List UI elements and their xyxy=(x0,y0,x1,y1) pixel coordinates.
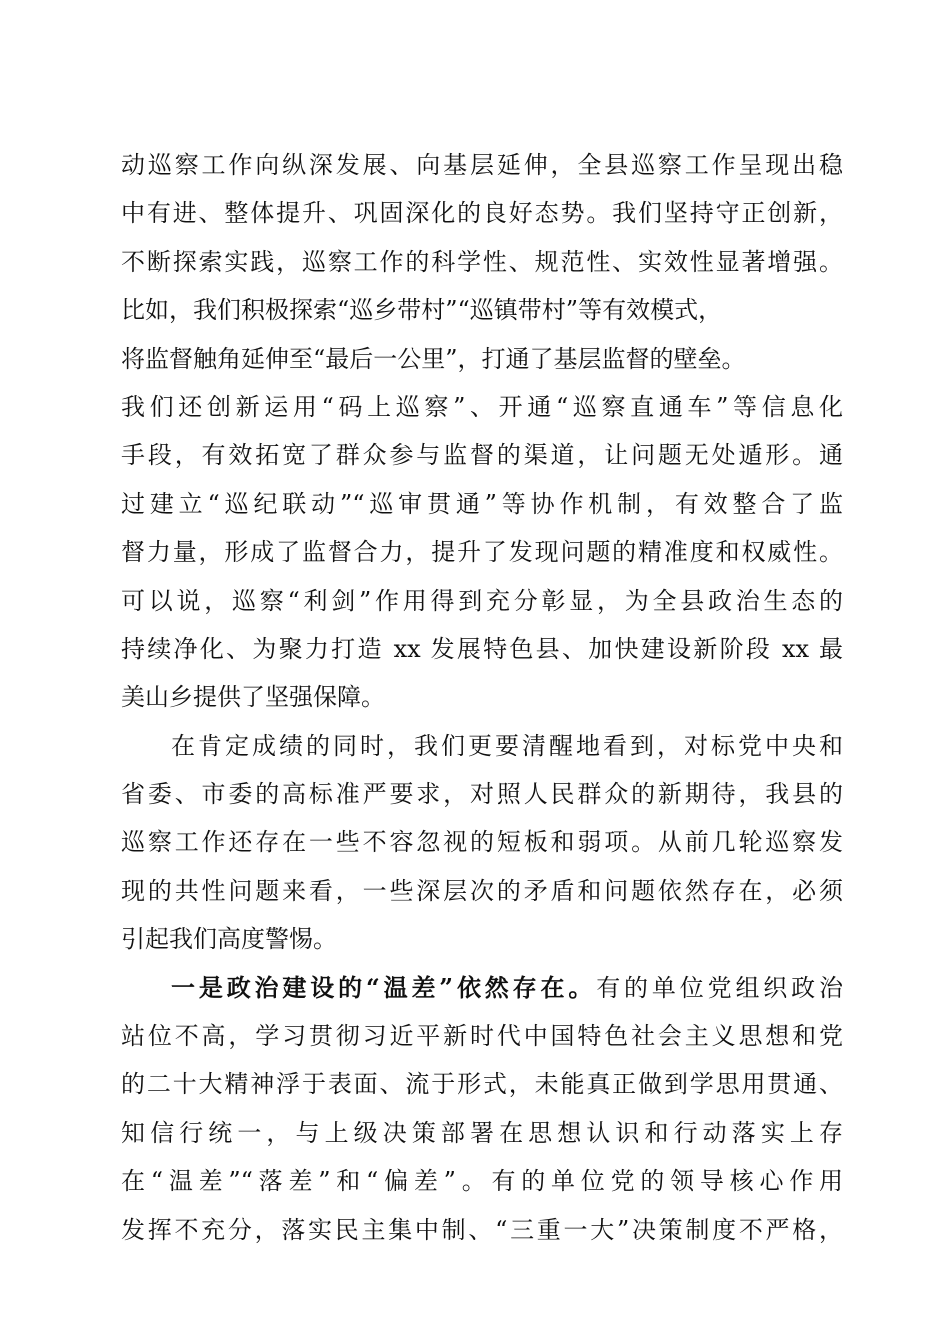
paragraph-achievements xyxy=(121,141,843,722)
paragraph-shortcomings xyxy=(121,722,843,964)
text-line: 在肯定成绩的同时，我们更要清醒地看到，对标党中央和 xyxy=(171,731,843,760)
text-line: 可以说，巡察“利剑”作用得到充分彰显，为全县政治生态的 xyxy=(121,586,843,615)
text-line: 将监督触角延伸至“最后一公里”，打通了基层监督的壁垒。 xyxy=(121,344,746,373)
text-line: 不断探索实践，巡察工作的科学性、规范性、实效性显著增强。 xyxy=(121,247,843,276)
text-line: 巡察工作还存在一些不容忽视的短板和弱项。从前几轮巡察发 xyxy=(121,828,843,857)
text-line: 中有进、整体提升、巩固深化的良好态势。我们坚持守正创新， xyxy=(121,199,843,228)
bold-heading: 一是政治建设的“温差”依然存在。 xyxy=(171,972,597,1002)
text-line: 美山乡提供了坚强保障。 xyxy=(121,683,385,712)
text-line: 引起我们高度警惕。 xyxy=(121,925,337,954)
text-line: 动巡察工作向纵深发展、向基层延伸，全县巡察工作呈现出稳 xyxy=(121,151,843,179)
paragraph-political-construction xyxy=(121,964,843,1254)
text-line: 在“温差”“落差”和“偏差”。有的单位党的领导核心作用 xyxy=(121,1167,843,1196)
text-line: 我们还创新运用“码上巡察”、开通“巡察直通车”等信息化 xyxy=(121,392,843,421)
text-line: 知信行统一，与上级决策部署在思想认识和行动落实上存 xyxy=(121,1118,843,1147)
text-line: 过建立“巡纪联动”“巡审贯通”等协作机制，有效整合了监 xyxy=(121,489,843,518)
text-line: 持续净化、为聚力打造 xx 发展特色县、加快建设新阶段 xx 最 xyxy=(121,634,843,663)
text-line xyxy=(121,964,843,1012)
text-line: 现的共性问题来看，一些深层次的矛盾和问题依然存在，必须 xyxy=(121,876,843,905)
text-line: 发挥不充分，落实民主集中制、“三重一大”决策制度不严格， xyxy=(121,1215,843,1244)
text-line: 的二十大精神浮于表面、流于形式，未能真正做到学思用贯通、 xyxy=(121,1070,843,1099)
text-line: 督力量，形成了监督合力，提升了发现问题的精准度和权威性。 xyxy=(121,538,843,567)
text-line: 手段，有效拓宽了群众参与监督的渠道，让问题无处遁形。通 xyxy=(121,441,843,470)
text-line: 比如，我们积极探索“巡乡带村”“巡镇带村”等有效模式， xyxy=(121,296,723,325)
text-run: 有的单位党组织政治 xyxy=(596,973,843,1002)
document-body xyxy=(121,141,843,1254)
text-line: 省委、市委的高标准严要求，对照人民群众的新期待，我县的 xyxy=(121,780,843,809)
text-line: 站位不高，学习贯彻习近平新时代中国特色社会主义思想和党 xyxy=(121,1022,843,1051)
